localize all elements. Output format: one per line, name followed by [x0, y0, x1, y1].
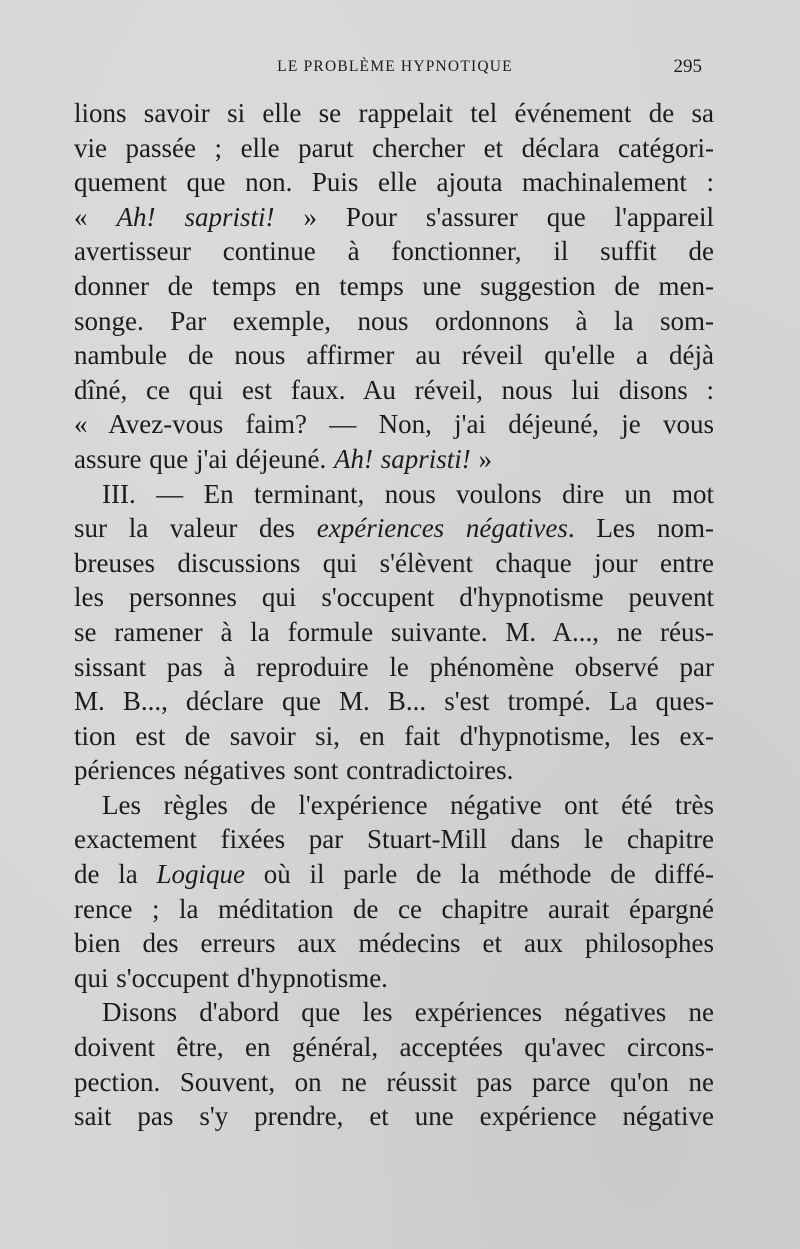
- text-line: se ramener à la formule suivante. M. A..., ne réus-: [74, 616, 714, 647]
- text-line: lions savoir si elle se rappelait tel événement de sa: [74, 98, 714, 128]
- text-line: quement que non. Puis elle ajouta machinalement :: [74, 167, 714, 198]
- text-line: assure que j'ai déjeuné. Ah! sapristi! »: [74, 443, 493, 474]
- page-number: 295: [673, 56, 702, 77]
- text-line: dîné, ce qui est faux. Au réveil, nous lui disons :: [74, 374, 714, 405]
- text-line: nambule de nous affirmer au réveil qu'elle a déjà: [74, 340, 714, 371]
- text-line: songe. Par exemple, nous ordonnons à la som-: [74, 305, 714, 336]
- text-line: périences négatives sont contradictoires.: [74, 755, 514, 786]
- text-line: vie passée ; elle parut chercher et déclara catégori-: [74, 132, 714, 163]
- text-line: sait pas s'y prendre, et une expérience négative: [74, 1101, 714, 1132]
- text-line: avertisseur continue à fonctionner, il suffit de: [74, 236, 714, 267]
- text-line: « Ah! sapristi! » Pour s'assurer que l'appareil: [74, 201, 714, 232]
- text-line: qui s'occupent d'hypnotisme.: [74, 962, 388, 993]
- text-line: les personnes qui s'occupent d'hypnotisme peuvent: [74, 582, 714, 613]
- text-line: tion est de savoir si, en fait d'hypnotisme, les ex-: [74, 720, 714, 751]
- text-line: sur la valeur des expériences négatives. Les nom-: [74, 513, 714, 544]
- page-header: [78, 56, 712, 82]
- page-body: [74, 96, 714, 1134]
- text-line: M. B..., déclare que M. B... s'est trompé. La ques-: [74, 686, 714, 717]
- text-line: « Avez-vous faim? — Non, j'ai déjeuné, je vous: [74, 409, 714, 440]
- text-line: rence ; la méditation de ce chapitre aurait épargné: [74, 893, 714, 924]
- text-line: Les règles de l'expérience négative ont été très: [102, 789, 714, 820]
- text-line: doivent être, en général, acceptées qu'avec circons-: [74, 1032, 714, 1063]
- text-line: donner de temps en temps une suggestion de men-: [74, 270, 714, 301]
- italic-text: Ah! sapristi!: [334, 443, 471, 474]
- running-title: LE PROBLÈME HYPNOTIQUE: [277, 58, 513, 75]
- text-line: exactement fixées par Stuart-Mill dans le chapitre: [74, 824, 714, 855]
- italic-text: expériences négatives: [316, 513, 568, 544]
- text-line: Disons d'abord que les expériences négatives ne: [102, 997, 714, 1028]
- text-line: de la Logique où il parle de la méthode de diffé-: [74, 859, 714, 890]
- text-line: sissant pas à reproduire le phénomène observé par: [74, 651, 714, 682]
- text-line: bien des erreurs aux médecins et aux philosophes: [74, 928, 714, 959]
- italic-text: Ah! sapristi!: [116, 201, 275, 232]
- text-line: breuses discussions qui s'élèvent chaque jour entre: [74, 547, 714, 578]
- text-line: pection. Souvent, on ne réussit pas parce qu'on ne: [74, 1066, 714, 1097]
- italic-text: Logique: [156, 859, 246, 890]
- text-line: III. — En terminant, nous voulons dire un mot: [102, 478, 714, 509]
